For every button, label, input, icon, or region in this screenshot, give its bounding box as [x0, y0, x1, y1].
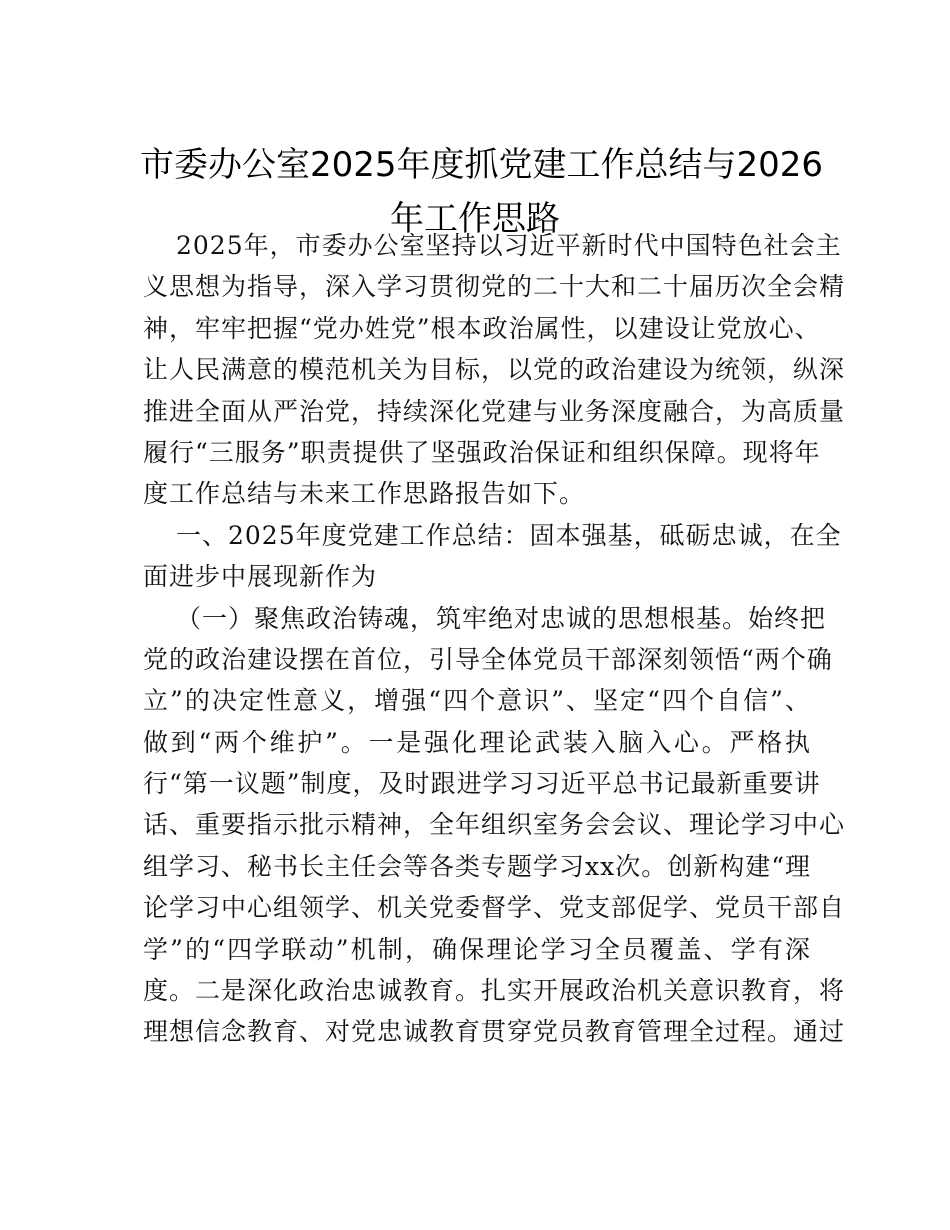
- text-line: 论学习中心组领学、机关党委督学、党支部促学、党员干部自: [143, 893, 846, 923]
- subsection-paragraph: [143, 598, 846, 1053]
- text-line: 行“第一议题”制度，及时跟进学习习近平总书记最新重要讲: [143, 769, 821, 799]
- text-line: 度工作总结与未来工作思路报告如下。: [143, 479, 586, 509]
- title-line-1: 市委办公室2025年度抓党建工作总结与2026: [140, 145, 824, 185]
- text-line: 神，牢牢把握“党办姓党”根本政治属性，以建设让党放心、: [143, 313, 821, 343]
- text-line: 话、重要指示批示精神，全年组织室务会会议、理论学习中心: [143, 810, 846, 840]
- title-line-2: 年工作思路: [390, 199, 560, 239]
- text-line: 义思想为指导，深入学习贯彻党的二十大和二十届历次全会精: [143, 272, 846, 302]
- text-line: 履行“三服务”职责提供了坚强政治保证和组织保障。现将年: [143, 437, 821, 467]
- text-line: 学”的“四学联动”机制，确保理论学习全员覆盖、学有深: [143, 934, 811, 964]
- text-line: 度。二是深化政治忠诚教育。扎实开展政治机关意识教育，将: [143, 976, 846, 1006]
- text-line: 组学习、秘书长主任会等各类专题学习xx次。创新构建“理: [143, 851, 811, 881]
- intro-paragraph: [143, 225, 846, 515]
- text-line: 理想信念教育、对党忠诚教育贯穿党员教育管理全过程。通过: [143, 1017, 846, 1047]
- text-line: 立”的决定性意义，增强“四个意识”、坚定“四个自信”、: [143, 686, 811, 716]
- text-line: 一、2025年度党建工作总结：固本强基，砥砺忠诚，在全: [176, 520, 842, 550]
- text-line: 做到“两个维护”。一是强化理论武装入脑入心。严格执: [143, 727, 811, 757]
- text-line: 面进步中展现新作为: [143, 562, 378, 592]
- section-heading: [143, 515, 842, 598]
- text-line: 2025年，市委办公室坚持以习近平新时代中国特色社会主: [176, 231, 842, 260]
- document-body: [143, 225, 846, 1053]
- text-line: （一）聚焦政治铸魂，筑牢绝对忠诚的思想根基。始终把: [176, 603, 827, 633]
- text-line: 推进全面从严治党，持续深化党建与业务深度融合，为高质量: [143, 396, 846, 426]
- text-line: 党的政治建设摆在首位，引导全体党员干部深刻领悟“两个确: [143, 644, 833, 674]
- text-line: 让人民满意的模范机关为目标，以党的政治建设为统领，纵深: [143, 355, 846, 385]
